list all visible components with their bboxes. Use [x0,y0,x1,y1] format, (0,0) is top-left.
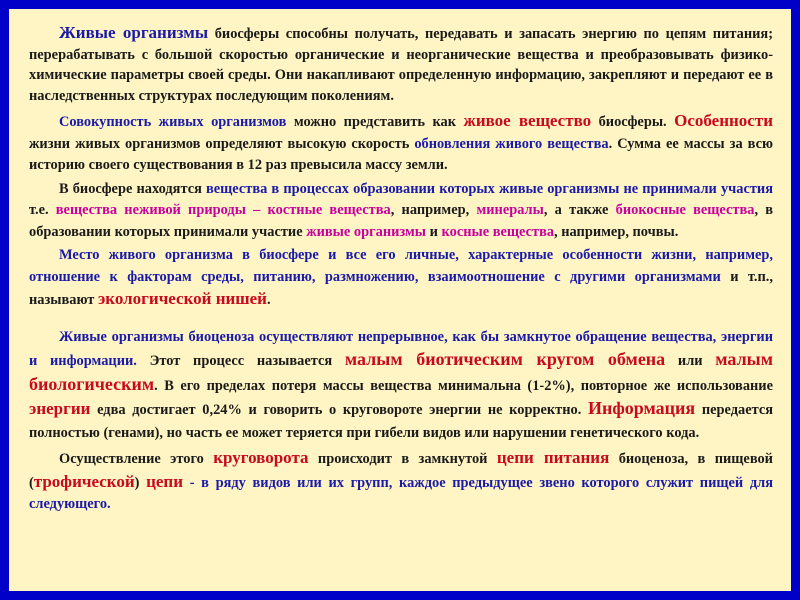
paragraph-biosphere-substances [29,179,773,244]
paragraph-ecological-niche [29,245,773,312]
text: Осуществление этого [59,451,214,467]
slide-card [9,9,791,591]
paragraph-food-chain [29,447,773,516]
term-chain: цепи [146,471,184,491]
term-biocenosis: Живые организмы биоценоза осуществляют непрерывное, как бы замкнутое обращение вещества, энергии и информации. [29,328,773,369]
term-cycle: круговорота [213,448,309,467]
paragraph-living-organisms [29,23,773,106]
text: передается полностью (генами), но часть ее может теряется при гибели видов или нарушении генетического кода. [29,402,773,441]
term-trophic: трофической [33,471,135,491]
text: происходит в замкнутой [308,451,497,467]
text: . В его пределах потеря массы вещества минимальна (1-2%), повторное же использование [154,377,773,394]
term-inert-substances: косные вещества [441,223,555,240]
term-small-biotic-cycle: малым биотическим кругом обмена [344,349,666,369]
text: . Сумма ее массы за всю историю своего существования в 12 раз превысила массу земли. [29,135,773,173]
text: В биосфере находятся [59,180,206,197]
term-minerals: минералы [476,202,544,218]
text: т.е. [29,202,56,218]
text: жизни живых организмов определяют высокую скорость [29,135,415,152]
text: ) [134,474,147,491]
text: или [665,353,716,369]
text: биосферы способны получать, передавать и запасать энергию по цепям питания; перерабатывать с большой скоростью органические и неорганические вещества и преобразовывать физико-химические параметры своей среды. Они накапливают определенную информацию, закрепляют и передают ее в наследственных структурах последующим поколениям. [29,26,773,104]
text: биоценоза, в пищевой ( [29,451,773,491]
paragraph-living-matter [29,110,773,177]
paragraph-biotic-cycle [29,326,773,445]
term-renewal: обновления живого вещества [414,135,609,152]
term-energy: энергии [29,399,91,418]
text: и [426,223,442,240]
term-ecological-niche: экологической нишей [97,289,267,308]
term-substances: вещества в процессах образовании которых живые организмы не принимали участия [206,180,773,197]
term-features: Особенности [674,111,773,130]
term-place-of-organism: Место живого организма в биосфере и все его личные, характерные особенности жизни, например, отношение к факторам среды, питанию, размножению, взаимоотношение с другими организмами [29,247,773,285]
text: , например, почвы. [554,223,679,240]
term-totality-organisms: Совокупность живых организмов [59,114,287,130]
term-chain-definition: - в ряду видов или их групп, каждое предыдущее звено которого служит пищей для следующего. [29,474,773,512]
term-food-chain: цепи питания [496,448,610,467]
term-information: Информация [587,398,696,418]
text: , например, [390,202,477,218]
term-living-matter: живое вещество [463,111,592,130]
term-inert-matter: вещества неживой природы – костные вещества [55,202,391,218]
text: биосферы. [591,114,675,130]
term-bioinert: биокосные вещества [615,202,755,218]
term-small-biological: малым биологическим [29,349,773,394]
text: Этот процесс называется [136,353,345,369]
text: можно представить как [286,114,464,130]
text: и т.п., называют [29,268,773,308]
term-living-organisms-2: живые организмы [306,223,427,240]
text: едва достигает 0,24% и говорить о круговороте энергии не корректно. [90,402,588,418]
text: , а также [543,202,616,218]
text: . [266,292,271,308]
text: , в образовании которых принимали участие [29,202,774,240]
term-living-organisms: Живые организмы [59,23,209,42]
